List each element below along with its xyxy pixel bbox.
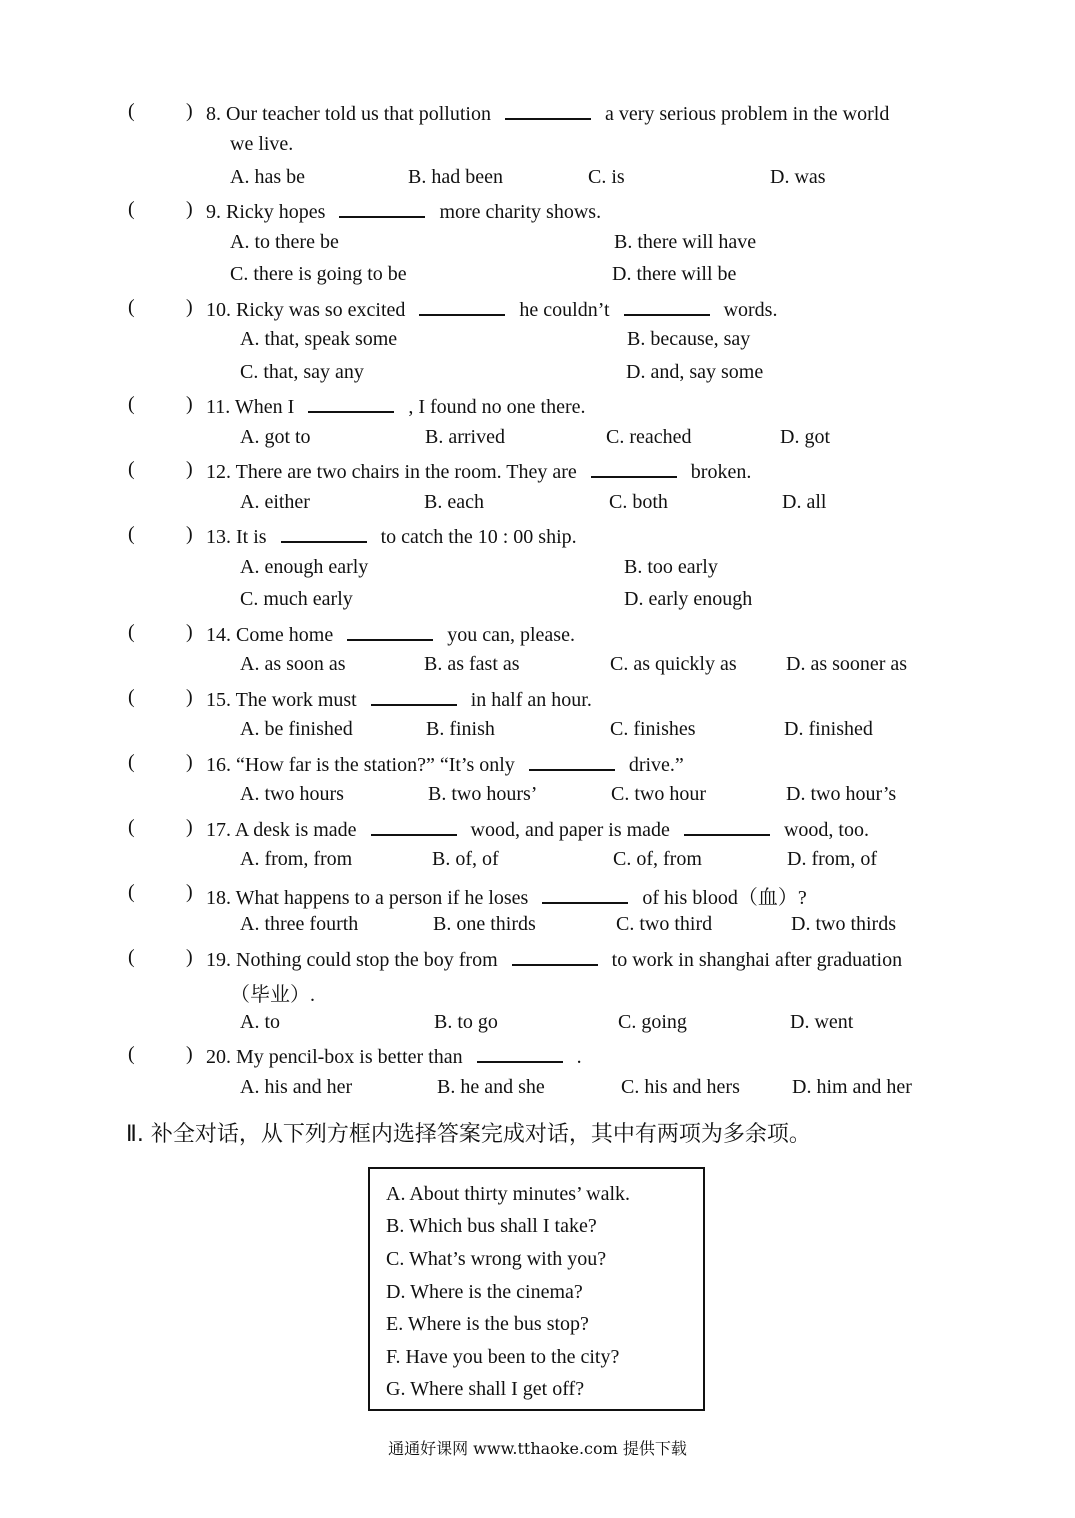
answer-paren-close: ): [186, 198, 193, 220]
option-c: C. two hour: [611, 783, 706, 805]
question-8: [0, 100, 1075, 132]
question-17: [0, 816, 1075, 848]
stem-text: 13. It is: [206, 526, 272, 548]
footer-source: 通通好课网 www.tthaoke.com 提供下载: [388, 1439, 687, 1458]
stem-text: to catch the 10 : 00 ship.: [375, 526, 577, 548]
question-18: [0, 881, 1075, 913]
option-d: D. was: [770, 166, 826, 188]
box-option-a: A. About thirty minutes’ walk.: [386, 1183, 631, 1205]
question-14: [0, 621, 1075, 653]
option-a: A. either: [240, 491, 310, 513]
stem-text: 19. Nothing could stop the boy from: [206, 949, 503, 971]
option-d: D. went: [790, 1011, 854, 1033]
option-a: A. got to: [240, 426, 311, 448]
option-b: B. as fast as: [424, 653, 520, 675]
option-c: C. much early: [240, 588, 353, 610]
question-stem: [206, 686, 592, 712]
stem-text: wood, and paper is made: [465, 819, 675, 841]
fill-in-blank: [371, 816, 457, 836]
answer-paren-open: (: [128, 621, 135, 643]
option-a: A. be finished: [240, 718, 353, 740]
answer-paren-open: (: [128, 816, 135, 838]
answer-paren-open: (: [128, 1043, 135, 1065]
option-b: B. too early: [624, 556, 718, 578]
option-a: A. two hours: [240, 783, 344, 805]
option-d: D. and, say some: [626, 361, 764, 383]
question-stem: [206, 198, 601, 224]
option-c: C. going: [618, 1011, 687, 1033]
answer-paren-close: ): [186, 686, 193, 708]
question-10: [0, 296, 1075, 328]
fill-in-blank: [591, 458, 677, 478]
stem-text: you can, please.: [442, 624, 575, 646]
stem-text: 8. Our teacher told us that pollution: [206, 103, 496, 125]
box-option-e: E. Where is the bus stop?: [386, 1313, 589, 1335]
answer-paren-open: (: [128, 393, 135, 415]
question-stem: [206, 100, 889, 126]
answer-paren-open: (: [128, 751, 135, 773]
fill-in-blank: [371, 686, 457, 706]
question-stem-continued: （毕业）.: [230, 984, 315, 1006]
stem-text: .: [571, 1046, 582, 1068]
stem-text: of his blood（血）?: [637, 887, 807, 909]
fill-in-blank: [281, 523, 367, 543]
stem-text: in half an hour.: [465, 689, 592, 711]
stem-text: 20. My pencil-box is better than: [206, 1046, 468, 1068]
option-a: A. from, from: [240, 848, 353, 870]
question-9: [0, 198, 1075, 230]
option-a: A. has be: [230, 166, 305, 188]
option-d: D. two hour’s: [786, 783, 897, 805]
option-d: D. there will be: [612, 263, 737, 285]
option-d: D. from, of: [787, 848, 877, 870]
stem-text: 10. Ricky was so excited: [206, 299, 411, 321]
stem-text: 16. “How far is the station?” “It’s only: [206, 754, 520, 776]
option-a: A. as soon as: [240, 653, 346, 675]
option-c: C. there is going to be: [230, 263, 407, 285]
question-12: [0, 458, 1075, 490]
option-d: D. two thirds: [791, 913, 896, 935]
fill-in-blank: [308, 393, 394, 413]
stem-text: , I found no one there.: [403, 396, 586, 418]
fill-in-blank: [477, 1043, 563, 1063]
option-c: C. of, from: [613, 848, 702, 870]
answer-paren-close: ): [186, 393, 193, 415]
answer-paren-open: (: [128, 946, 135, 968]
stem-text: 12. There are two chairs in the room. They are: [206, 461, 582, 483]
fill-in-blank: [542, 884, 628, 904]
answer-paren-close: ): [186, 458, 193, 480]
box-option-b: B. Which bus shall I take?: [386, 1215, 597, 1237]
stem-text: 18. What happens to a person if he loses: [206, 887, 534, 909]
option-d: D. him and her: [792, 1076, 912, 1098]
option-b: B. he and she: [437, 1076, 545, 1098]
stem-text: broken.: [685, 461, 752, 483]
option-c: C. that, say any: [240, 361, 364, 383]
stem-text: to work in shanghai after graduation: [606, 949, 903, 971]
question-stem: [206, 881, 807, 910]
question-stem: [206, 816, 869, 842]
answer-paren-close: ): [186, 296, 193, 318]
option-d: D. early enough: [624, 588, 753, 610]
option-a: A. enough early: [240, 556, 369, 578]
answer-paren-close: ): [186, 523, 193, 545]
option-b: B. of, of: [432, 848, 499, 870]
answer-paren-close: ): [186, 751, 193, 773]
question-13: [0, 523, 1075, 555]
answer-paren-close: ): [186, 1043, 193, 1065]
answer-paren-open: (: [128, 881, 135, 903]
question-stem: [206, 458, 751, 484]
option-c: C. reached: [606, 426, 692, 448]
question-15: [0, 686, 1075, 718]
option-a: A. to there be: [230, 231, 339, 253]
question-stem: [206, 523, 577, 549]
question-stem: [206, 946, 902, 972]
option-c: C. both: [609, 491, 668, 513]
stem-text: words.: [718, 299, 778, 321]
answer-options-box: [368, 1167, 705, 1411]
answer-paren-open: (: [128, 296, 135, 318]
fill-in-blank: [347, 621, 433, 641]
stem-text: 17. A desk is made: [206, 819, 362, 841]
option-a: A. to: [240, 1011, 280, 1033]
option-c: C. his and hers: [621, 1076, 740, 1098]
question-11: [0, 393, 1075, 425]
answer-paren-close: ): [186, 946, 193, 968]
question-stem: [206, 296, 777, 322]
option-b: B. each: [424, 491, 484, 513]
box-option-d: D. Where is the cinema?: [386, 1281, 583, 1303]
fill-in-blank: [624, 296, 710, 316]
answer-paren-close: ): [186, 621, 193, 643]
question-stem: [206, 751, 684, 777]
question-20: [0, 1043, 1075, 1075]
question-stem: [206, 621, 575, 647]
section-2-title: Ⅱ. 补全对话，从下列方框内选择答案完成对话，其中有两项为多余项。: [126, 1122, 811, 1147]
stem-text: drive.”: [623, 754, 684, 776]
question-stem-continued: we live.: [230, 133, 294, 155]
option-d: D. all: [782, 491, 827, 513]
fill-in-blank: [512, 946, 598, 966]
question-stem: [206, 1043, 582, 1069]
option-b: B. because, say: [627, 328, 751, 350]
answer-paren-close: ): [186, 881, 193, 903]
fill-in-blank: [339, 198, 425, 218]
answer-paren-open: (: [128, 198, 135, 220]
stem-text: 9. Ricky hopes: [206, 201, 331, 223]
question-19: [0, 946, 1075, 978]
question-stem: [206, 393, 585, 419]
option-c: C. is: [588, 166, 625, 188]
question-16: [0, 751, 1075, 783]
answer-paren-close: ): [186, 100, 193, 122]
option-a: A. his and her: [240, 1076, 353, 1098]
option-c: C. as quickly as: [610, 653, 737, 675]
option-b: B. finish: [426, 718, 495, 740]
stem-text: he couldn’t: [514, 299, 615, 321]
stem-text: more charity shows.: [434, 201, 602, 223]
answer-paren-open: (: [128, 686, 135, 708]
option-d: D. got: [780, 426, 830, 448]
option-d: D. as sooner as: [786, 653, 908, 675]
box-option-f: F. Have you been to the city?: [386, 1346, 620, 1368]
option-b: B. had been: [408, 166, 503, 188]
box-option-g: G. Where shall I get off?: [386, 1378, 585, 1400]
fill-in-blank: [505, 100, 591, 120]
stem-text: 15. The work must: [206, 689, 362, 711]
option-b: B. there will have: [614, 231, 757, 253]
fill-in-blank: [419, 296, 505, 316]
option-d: D. finished: [784, 718, 873, 740]
stem-text: 14. Come home: [206, 624, 339, 646]
answer-paren-close: ): [186, 816, 193, 838]
option-b: B. arrived: [425, 426, 505, 448]
box-option-c: C. What’s wrong with you?: [386, 1248, 607, 1270]
option-a: A. that, speak some: [240, 328, 398, 350]
option-b: B. two hours’: [428, 783, 538, 805]
option-b: B. to go: [434, 1011, 498, 1033]
option-a: A. three fourth: [240, 913, 359, 935]
stem-text: 11. When I: [206, 396, 300, 418]
option-c: C. two third: [616, 913, 713, 935]
answer-paren-open: (: [128, 523, 135, 545]
answer-paren-open: (: [128, 458, 135, 480]
option-c: C. finishes: [610, 718, 696, 740]
option-b: B. one thirds: [433, 913, 536, 935]
stem-text: wood, too.: [778, 819, 869, 841]
answer-paren-open: (: [128, 100, 135, 122]
fill-in-blank: [529, 751, 615, 771]
stem-text: a very serious problem in the world: [599, 103, 890, 125]
fill-in-blank: [684, 816, 770, 836]
